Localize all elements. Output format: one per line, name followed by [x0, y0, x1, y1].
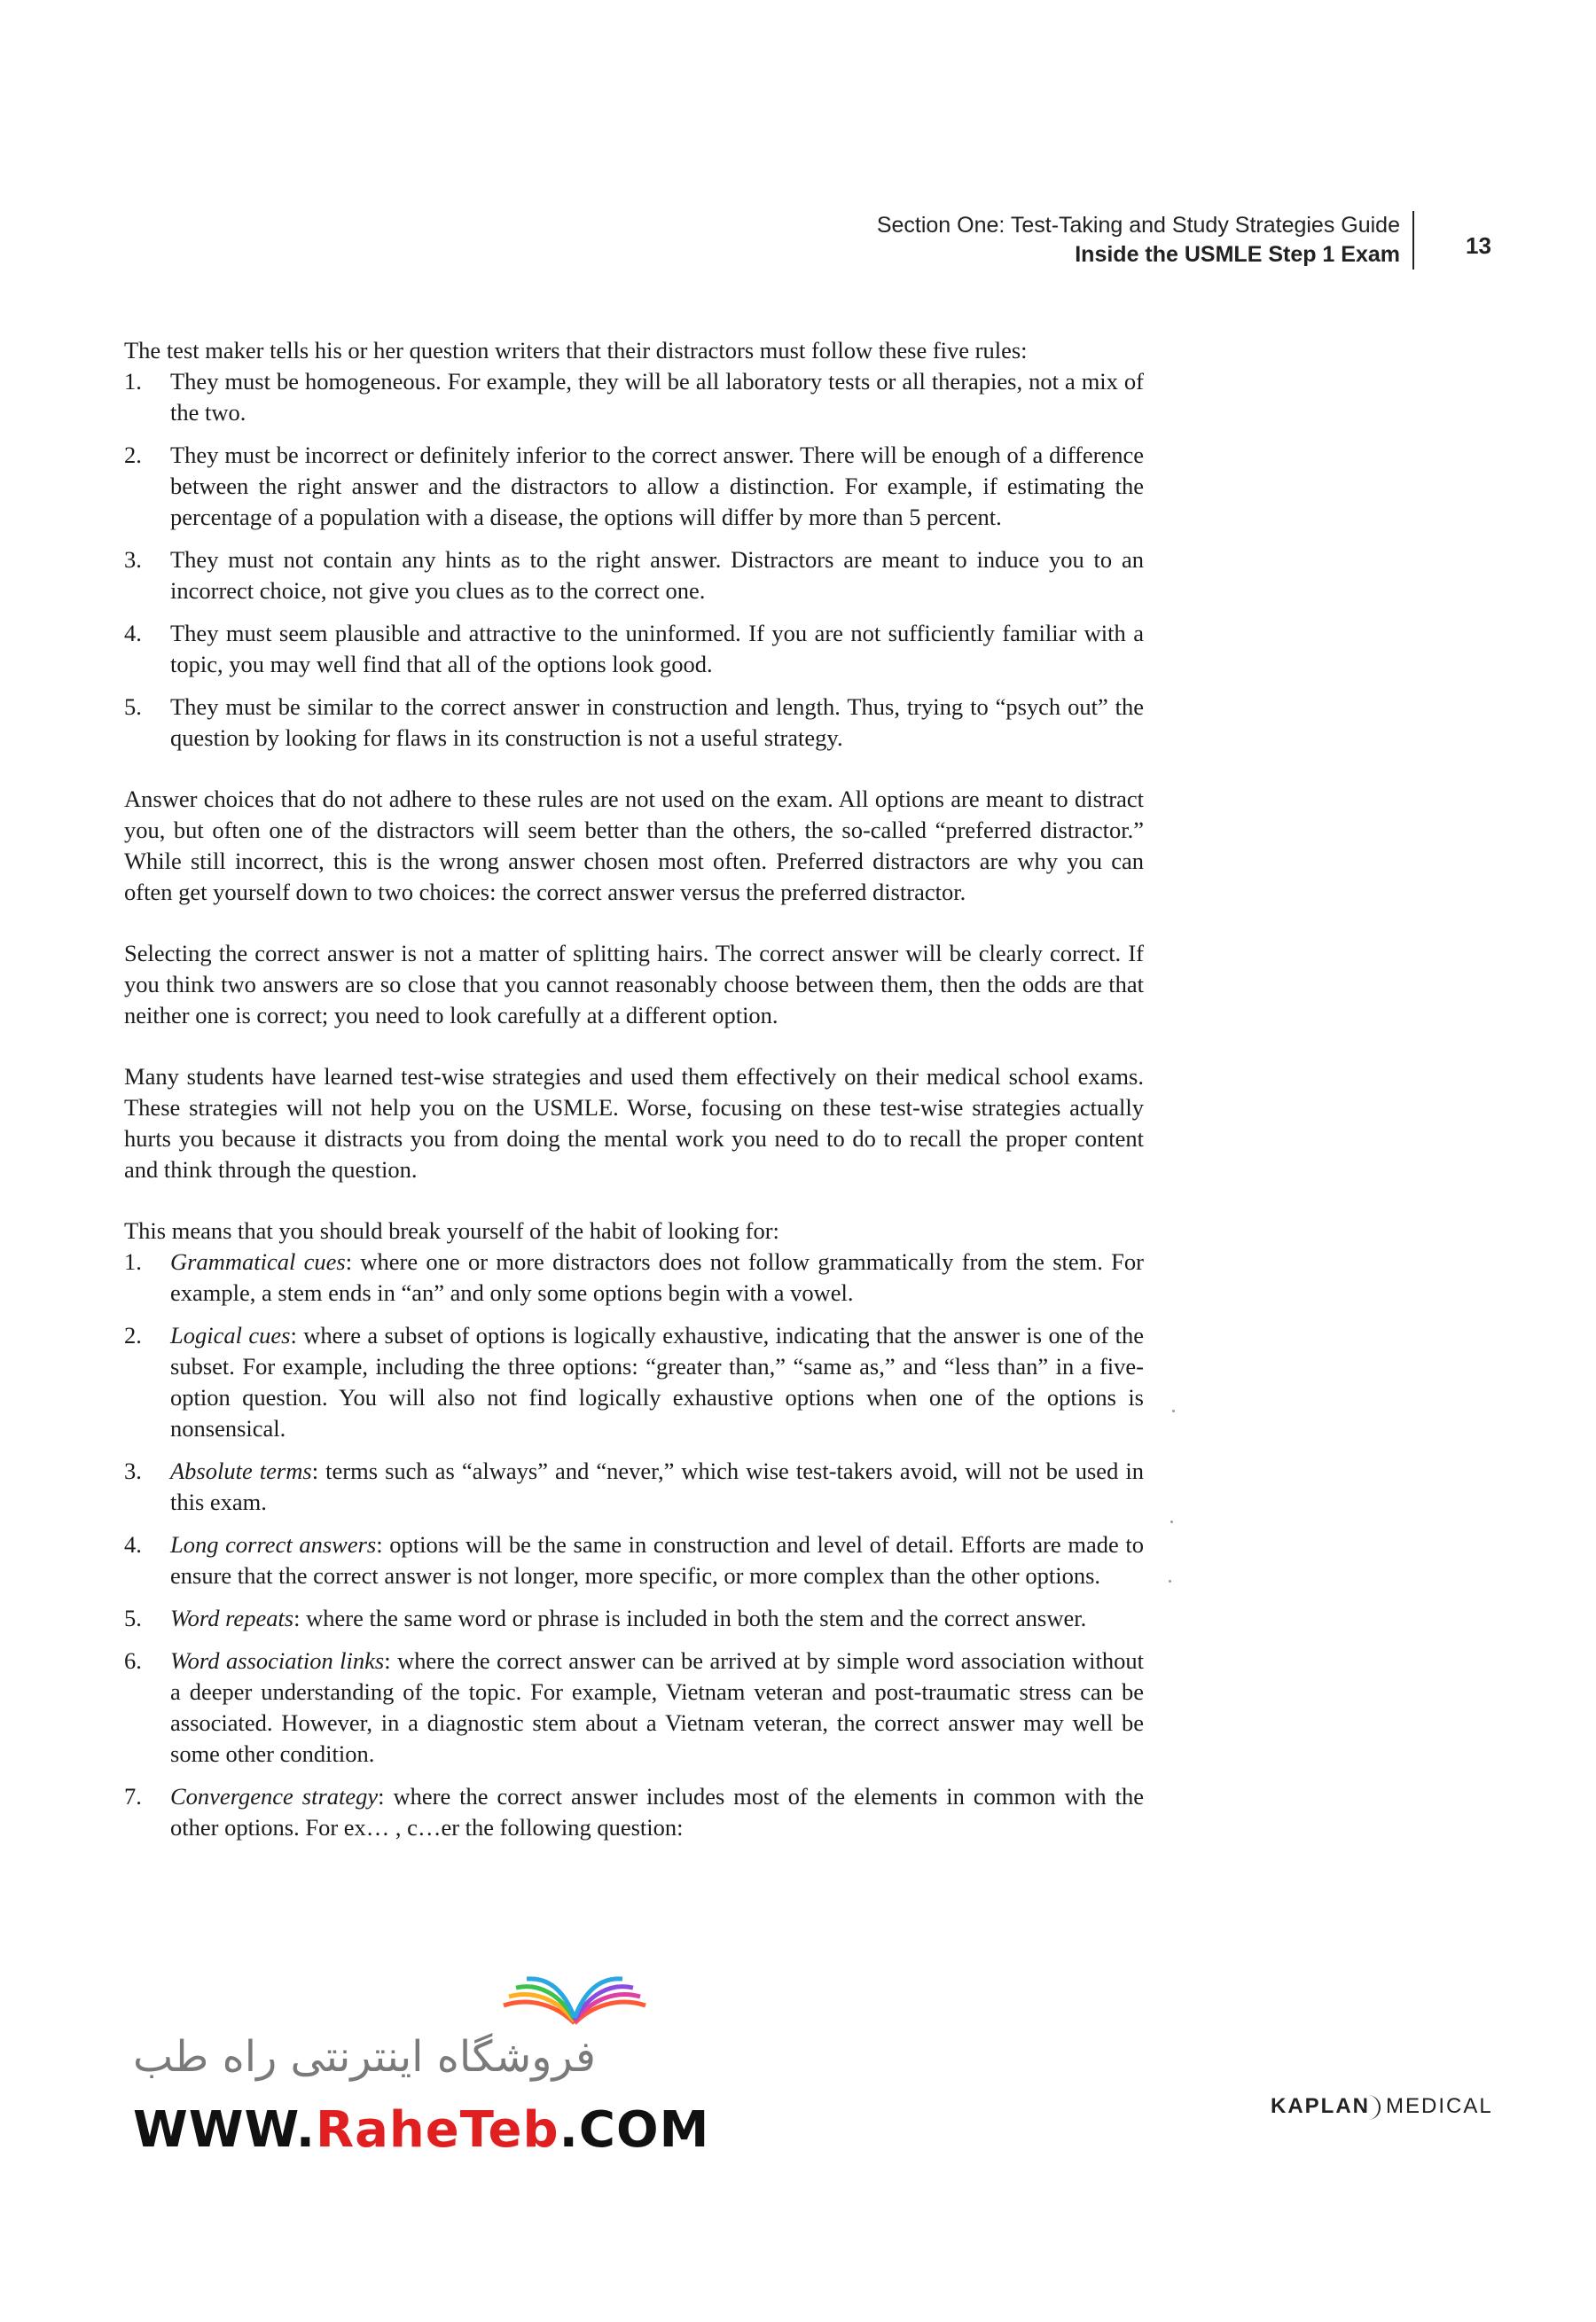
header-section-title: Section One: Test-Taking and Study Strategies Guide [876, 213, 1400, 238]
paragraph: Answer choices that do not adhere to these rules are not used on the exam. All options are meant to distract you, but often one of the distractors will seem better than the others, the so-called “preferred distractor.” While still incorrect, this is the wrong answer chosen most often. Preferred distractors are why you can often get yourself down to two choices: the correct answer versus the preferred distractor. [124, 786, 1144, 905]
list-item: 3. They must not contain any hints as to the right answer. Distractors are meant to induce you to an incorrect choice, not give you clues as to the correct one. [124, 546, 1144, 604]
watermark-url: WWW.RaheTeb.COM [133, 2101, 710, 2159]
list-item: 4. They must seem plausible and attractive to the uninformed. If you are not sufficiently familiar with a topic, you may well find that all of the options look good. [124, 620, 1144, 677]
habits-list [124, 1247, 1144, 1843]
header-chapter-title: Inside the USMLE Step 1 Exam [1075, 242, 1400, 267]
watermark-persian-text: فروشگاه اینترنتی راه طب [133, 2032, 596, 2082]
running-header [877, 211, 1414, 270]
paragraph: Selecting the correct answer is not a matter of splitting hairs. The correct answer will be clearly correct. If you think two answers are so close that you cannot reasonably choose between them, then the odds are that neither one is correct; you need to look carefully at a different option. [124, 940, 1144, 1028]
list-item: 2. Logical cues: where a subset of options is logically exhaustive, indicating that the answer is one of the subset. For example, including the three options: “greater than,” “same as,” and “less than” in a five-option question. You will also not find logically exhaustive options when one of the options is nonsensical. [124, 1322, 1145, 1442]
scan-speck [1172, 1410, 1175, 1412]
list-item: 1. They must be homogeneous. For example, they will be all laboratory tests or all therapies, not a mix of the two. [124, 368, 1144, 426]
list-item: 1. Grammatical cues: where one or more distractors does not follow grammatically from the stem. For example, a stem ends in “an” and only some options begin with a vowel. [124, 1248, 1144, 1306]
list-item: 5. Word repeats: where the same word or phrase is included in both the stem and the correct answer. [124, 1605, 1087, 1631]
page-number: 13 [1466, 232, 1491, 259]
scan-speck [1170, 1521, 1173, 1523]
paragraph: Many students have learned test-wise strategies and used them effectively on their medical school exams. These strategies will not help you on the USMLE. Worse, focusing on these test-wise strategies actually hurts you because it distracts you from doing the mental work you need to do to recall the proper content and think through the question. [124, 1063, 1144, 1183]
page-body [124, 335, 1144, 1873]
list-item: 5. They must be similar to the correct answer in construction and length. Thus, trying to “psych out” the question by looking for flaws in its construction is not a useful strategy. [124, 693, 1144, 751]
list-item: 3. Absolute terms: terms such as “always” and “never,” which wise test-takers avoid, will not be used in this exam. [124, 1458, 1145, 1515]
list-item: 7. Convergence strategy: where the correct answer includes most of the elements in common with the other options. For ex… , c…er the following question: [124, 1783, 1144, 1841]
list-item: 2. They must be incorrect or definitely inferior to the correct answer. There will be enough of a difference between the right answer and the distractors to allow a distinction. For example, if estimating the percentage of a population with a disease, the options will differ by more than 5 percent. [124, 442, 1144, 530]
kaplan-arc-icon [1366, 2095, 1381, 2120]
scan-speck [1169, 1580, 1171, 1583]
distractor-rules-list [124, 366, 1144, 754]
list-item: 6. Word association links: where the correct answer can be arrived at by simple word association without a deeper understanding of the topic. For example, Vietnam veteran and post-traumatic stress can be associated. However, in a diagnostic stem about a Vietnam veteran, the correct answer may well be some other condition. [124, 1647, 1144, 1767]
rules-intro: The test maker tells his or her question writers that their distractors must follow these five rules: [124, 337, 1028, 364]
habits-intro: This means that you should break yourself of the habit of looking for: [124, 1217, 779, 1244]
kaplan-medical-logo: KAPLAN MEDICAL [1271, 2094, 1493, 2118]
list-item: 4. Long correct answers: options will be the same in construction and level of detail. Efforts are made to ensure that the correct answer is not longer, more specific, or more complex than the other options. [124, 1531, 1144, 1589]
book-logo-icon [486, 1961, 663, 2032]
